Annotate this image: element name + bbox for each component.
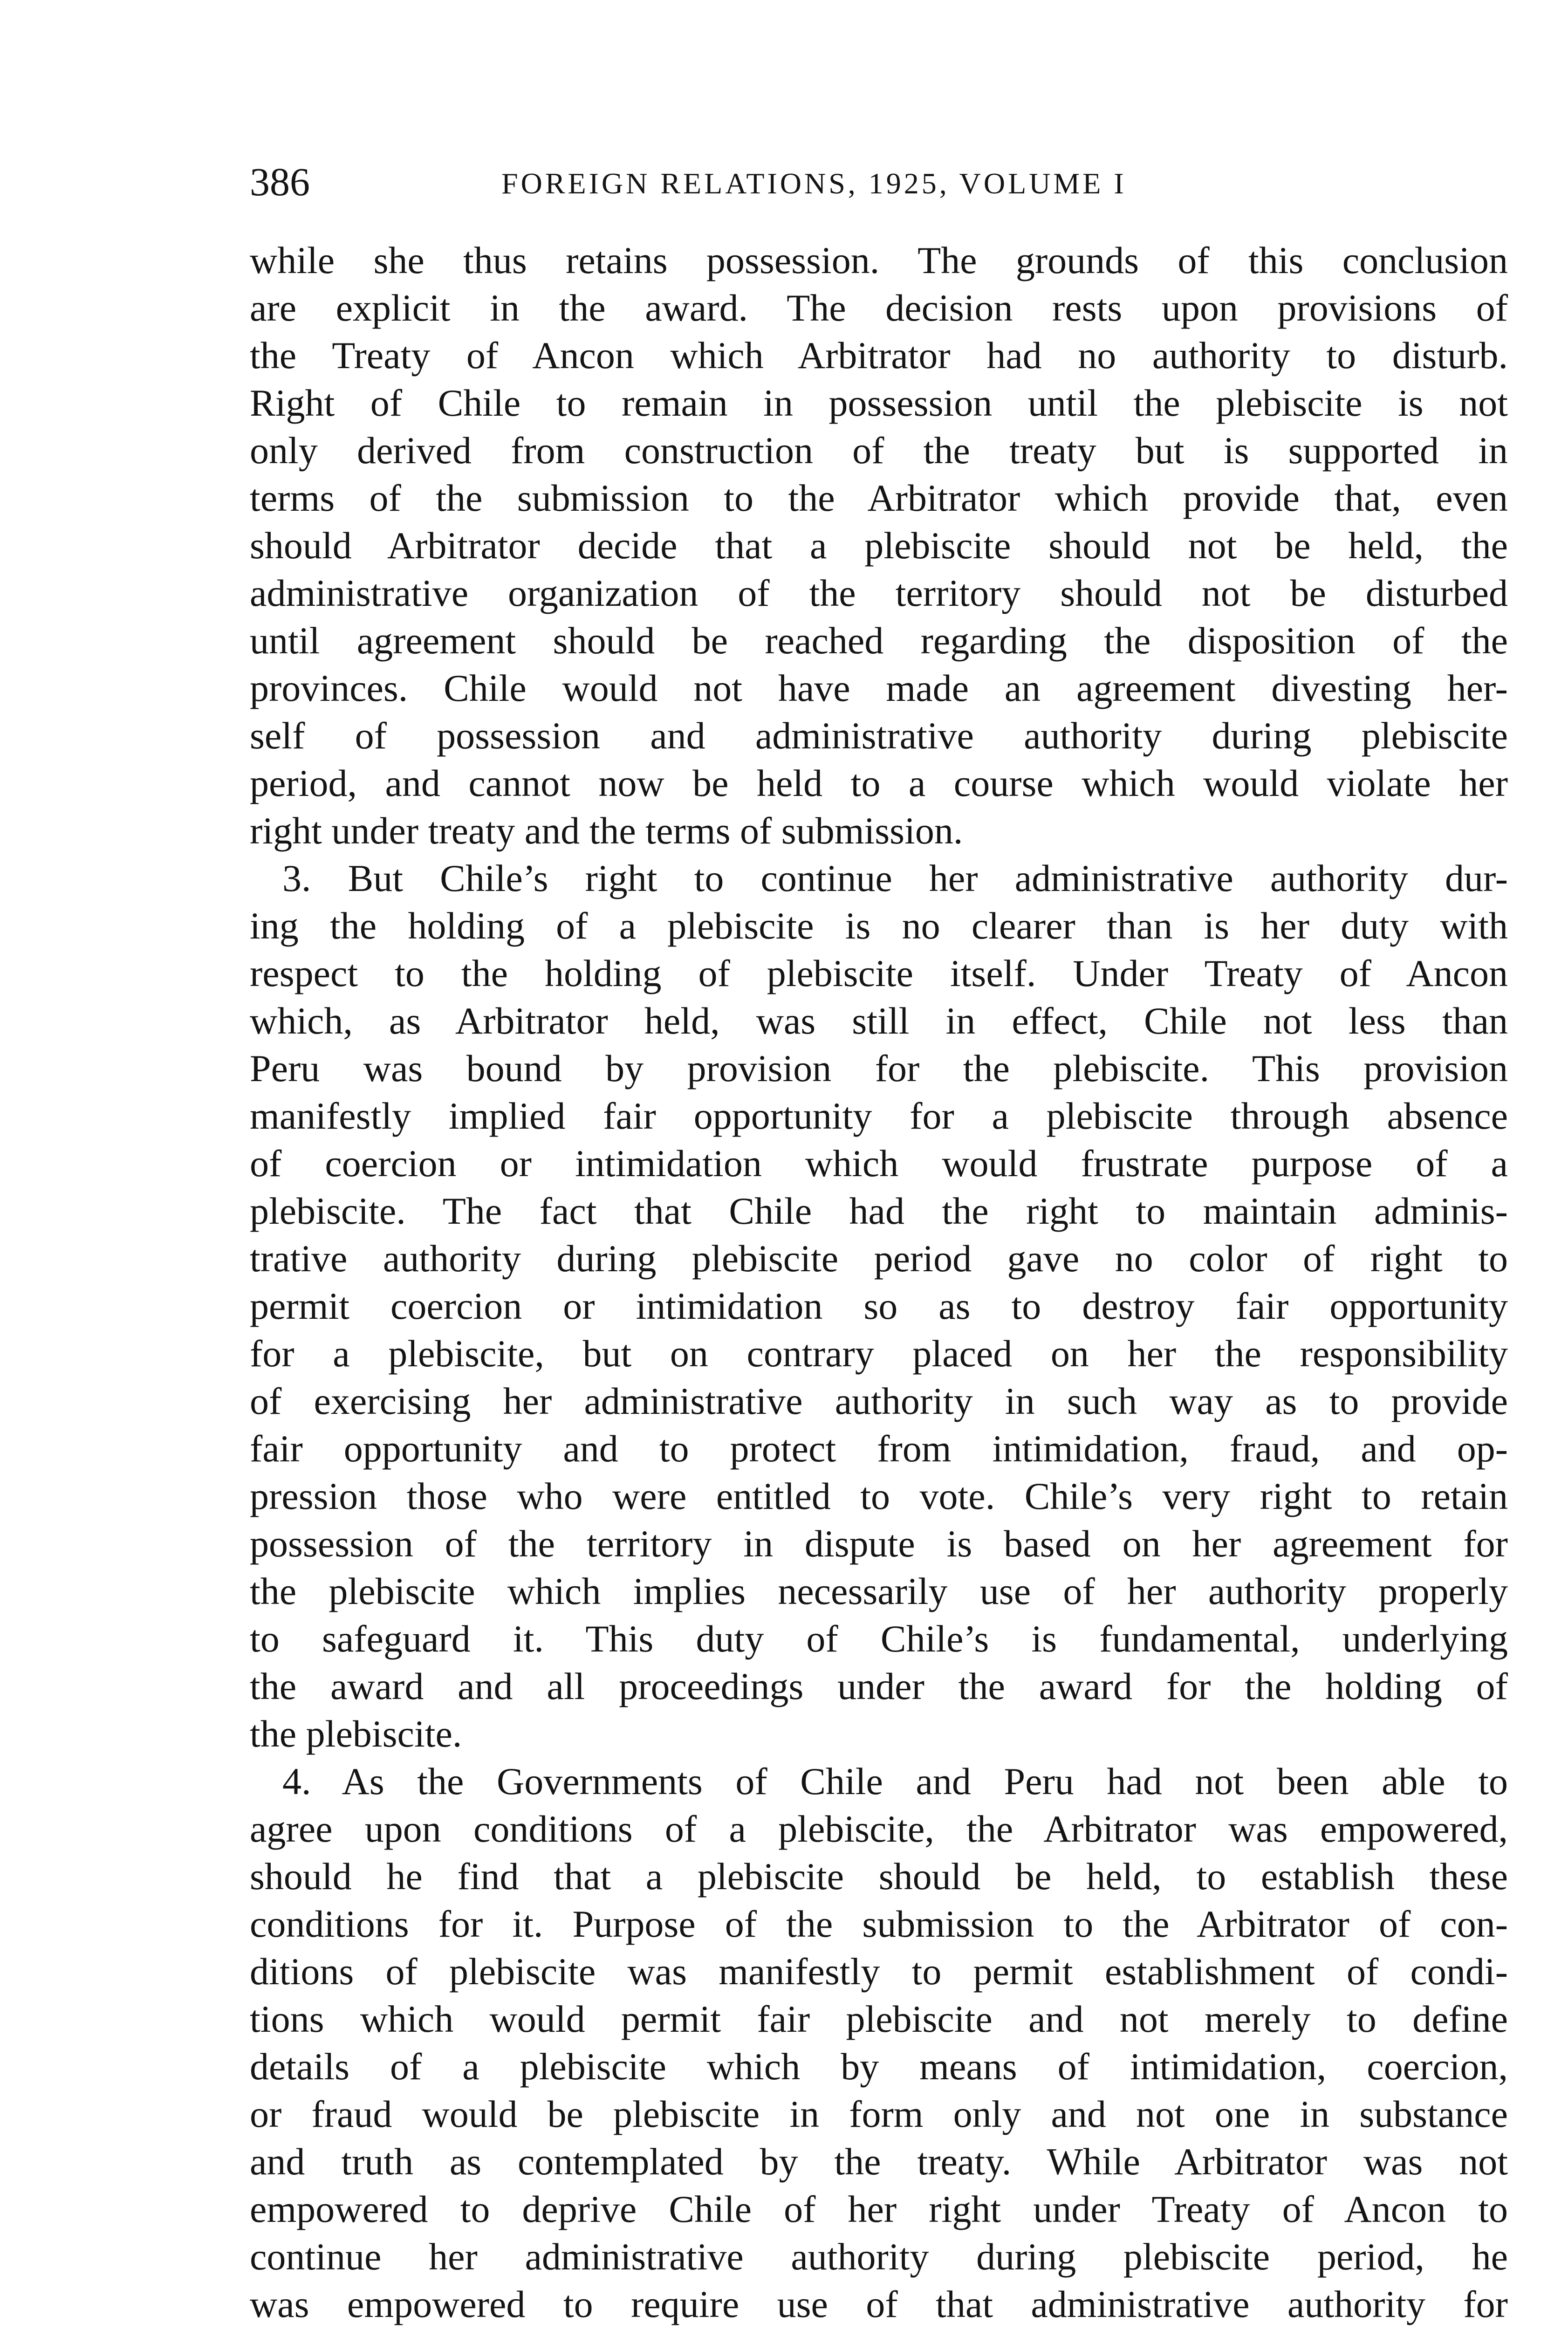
text-line: the award and all proceedings under the award for the holding of — [250, 1665, 1508, 1707]
text-line: permit coercion or intimidation so as to destroy fair opportunity — [250, 1285, 1508, 1327]
text-line: ing the holding of a plebiscite is no clearer than is her duty with — [250, 905, 1508, 947]
text-line: self of possession and administrative authority during plebiscite — [250, 714, 1508, 757]
text-line: the plebiscite which implies necessarily use of her authority properly — [250, 1570, 1508, 1612]
text-line: of coercion or intimidation which would frustrate purpose of a — [250, 1142, 1508, 1185]
page-header — [250, 158, 1508, 214]
text-line: period, and cannot now be held to a course which would violate her — [250, 762, 1508, 804]
text-line: which, as Arbitrator held, was still in effect, Chile not less than — [250, 1000, 1508, 1042]
paragraph-4-start: 4. As the Governments of Chile and Peru had not been able to — [282, 1760, 1508, 1802]
text-line: should Arbitrator decide that a plebiscite should not be held, the — [250, 524, 1508, 567]
text-line: provinces. Chile would not have made an agreement divesting her- — [250, 667, 1508, 709]
text-line: the plebiscite. — [250, 1713, 462, 1755]
text-line: are explicit in the award. The decision rests upon provisions of — [250, 287, 1508, 329]
running-head: FOREIGN RELATIONS, 1925, VOLUME I — [501, 167, 1127, 200]
text-line: only derived from construction of the treaty but is supported in — [250, 429, 1508, 472]
text-line: conditions for it. Purpose of the submission to the Arbitrator of con- — [250, 1903, 1508, 1945]
text-line: should he find that a plebiscite should be held, to establish these — [250, 1855, 1508, 1898]
text-line: while she thus retains possession. The grounds of this conclusion — [250, 239, 1508, 281]
text-line: terms of the submission to the Arbitrator which provide that, even — [250, 477, 1508, 519]
text-line: until agreement should be reached regarding the disposition of the — [250, 619, 1508, 662]
text-line: to safeguard it. This duty of Chile’s is fundamental, underlying — [250, 1617, 1508, 1660]
body-text — [250, 237, 1508, 2328]
text-line: ditions of plebiscite was manifestly to permit establishment of condi- — [250, 1950, 1508, 1993]
text-line: was empowered to require use of that administrative authority for — [250, 2283, 1508, 2325]
text-line: agree upon conditions of a plebiscite, the Arbitrator was empowered, — [250, 1808, 1508, 1850]
text-line: of exercising her administrative authority in such way as to provide — [250, 1380, 1508, 1422]
page-number: 386 — [250, 159, 310, 204]
text-line: pression those who were entitled to vote. Chile’s very right to retain — [250, 1475, 1508, 1517]
text-line: possession of the territory in dispute is based on her agreement for — [250, 1522, 1508, 1565]
text-line: continue her administrative authority during plebiscite period, he — [250, 2235, 1508, 2278]
text-line: the Treaty of Ancon which Arbitrator had no authority to disturb. — [250, 334, 1508, 377]
text-line: for a plebiscite, but on contrary placed on her the responsibility — [250, 1332, 1508, 1375]
text-line: respect to the holding of plebiscite itself. Under Treaty of Ancon — [250, 952, 1508, 994]
text-line: Right of Chile to remain in possession until the plebiscite is not — [250, 382, 1508, 424]
text-line: right under treaty and the terms of submission. — [250, 809, 963, 852]
text-line: administrative organization of the territory should not be disturbed — [250, 572, 1508, 614]
text-line: details of a plebiscite which by means of intimidation, coercion, — [250, 2045, 1508, 2088]
text-line: or fraud would be plebiscite in form only and not one in substance — [250, 2093, 1508, 2135]
text-line: Peru was bound by provision for the plebiscite. This provision — [250, 1047, 1508, 1090]
text-line: manifestly implied fair opportunity for a plebiscite through absence — [250, 1095, 1508, 1137]
text-line: tions which would permit fair plebiscite and not merely to define — [250, 1998, 1508, 2040]
text-line: fair opportunity and to protect from intimidation, fraud, and op- — [250, 1427, 1508, 1470]
paragraph-3-start: 3. But Chile’s right to continue her administrative authority dur- — [282, 857, 1508, 899]
text-line: empowered to deprive Chile of her right under Treaty of Ancon to — [250, 2188, 1508, 2230]
text-line: and truth as contemplated by the treaty. While Arbitrator was not — [250, 2140, 1508, 2183]
text-line: trative authority during plebiscite period gave no color of right to — [250, 1237, 1508, 1280]
text-line: plebiscite. The fact that Chile had the right to maintain adminis- — [250, 1190, 1508, 1232]
